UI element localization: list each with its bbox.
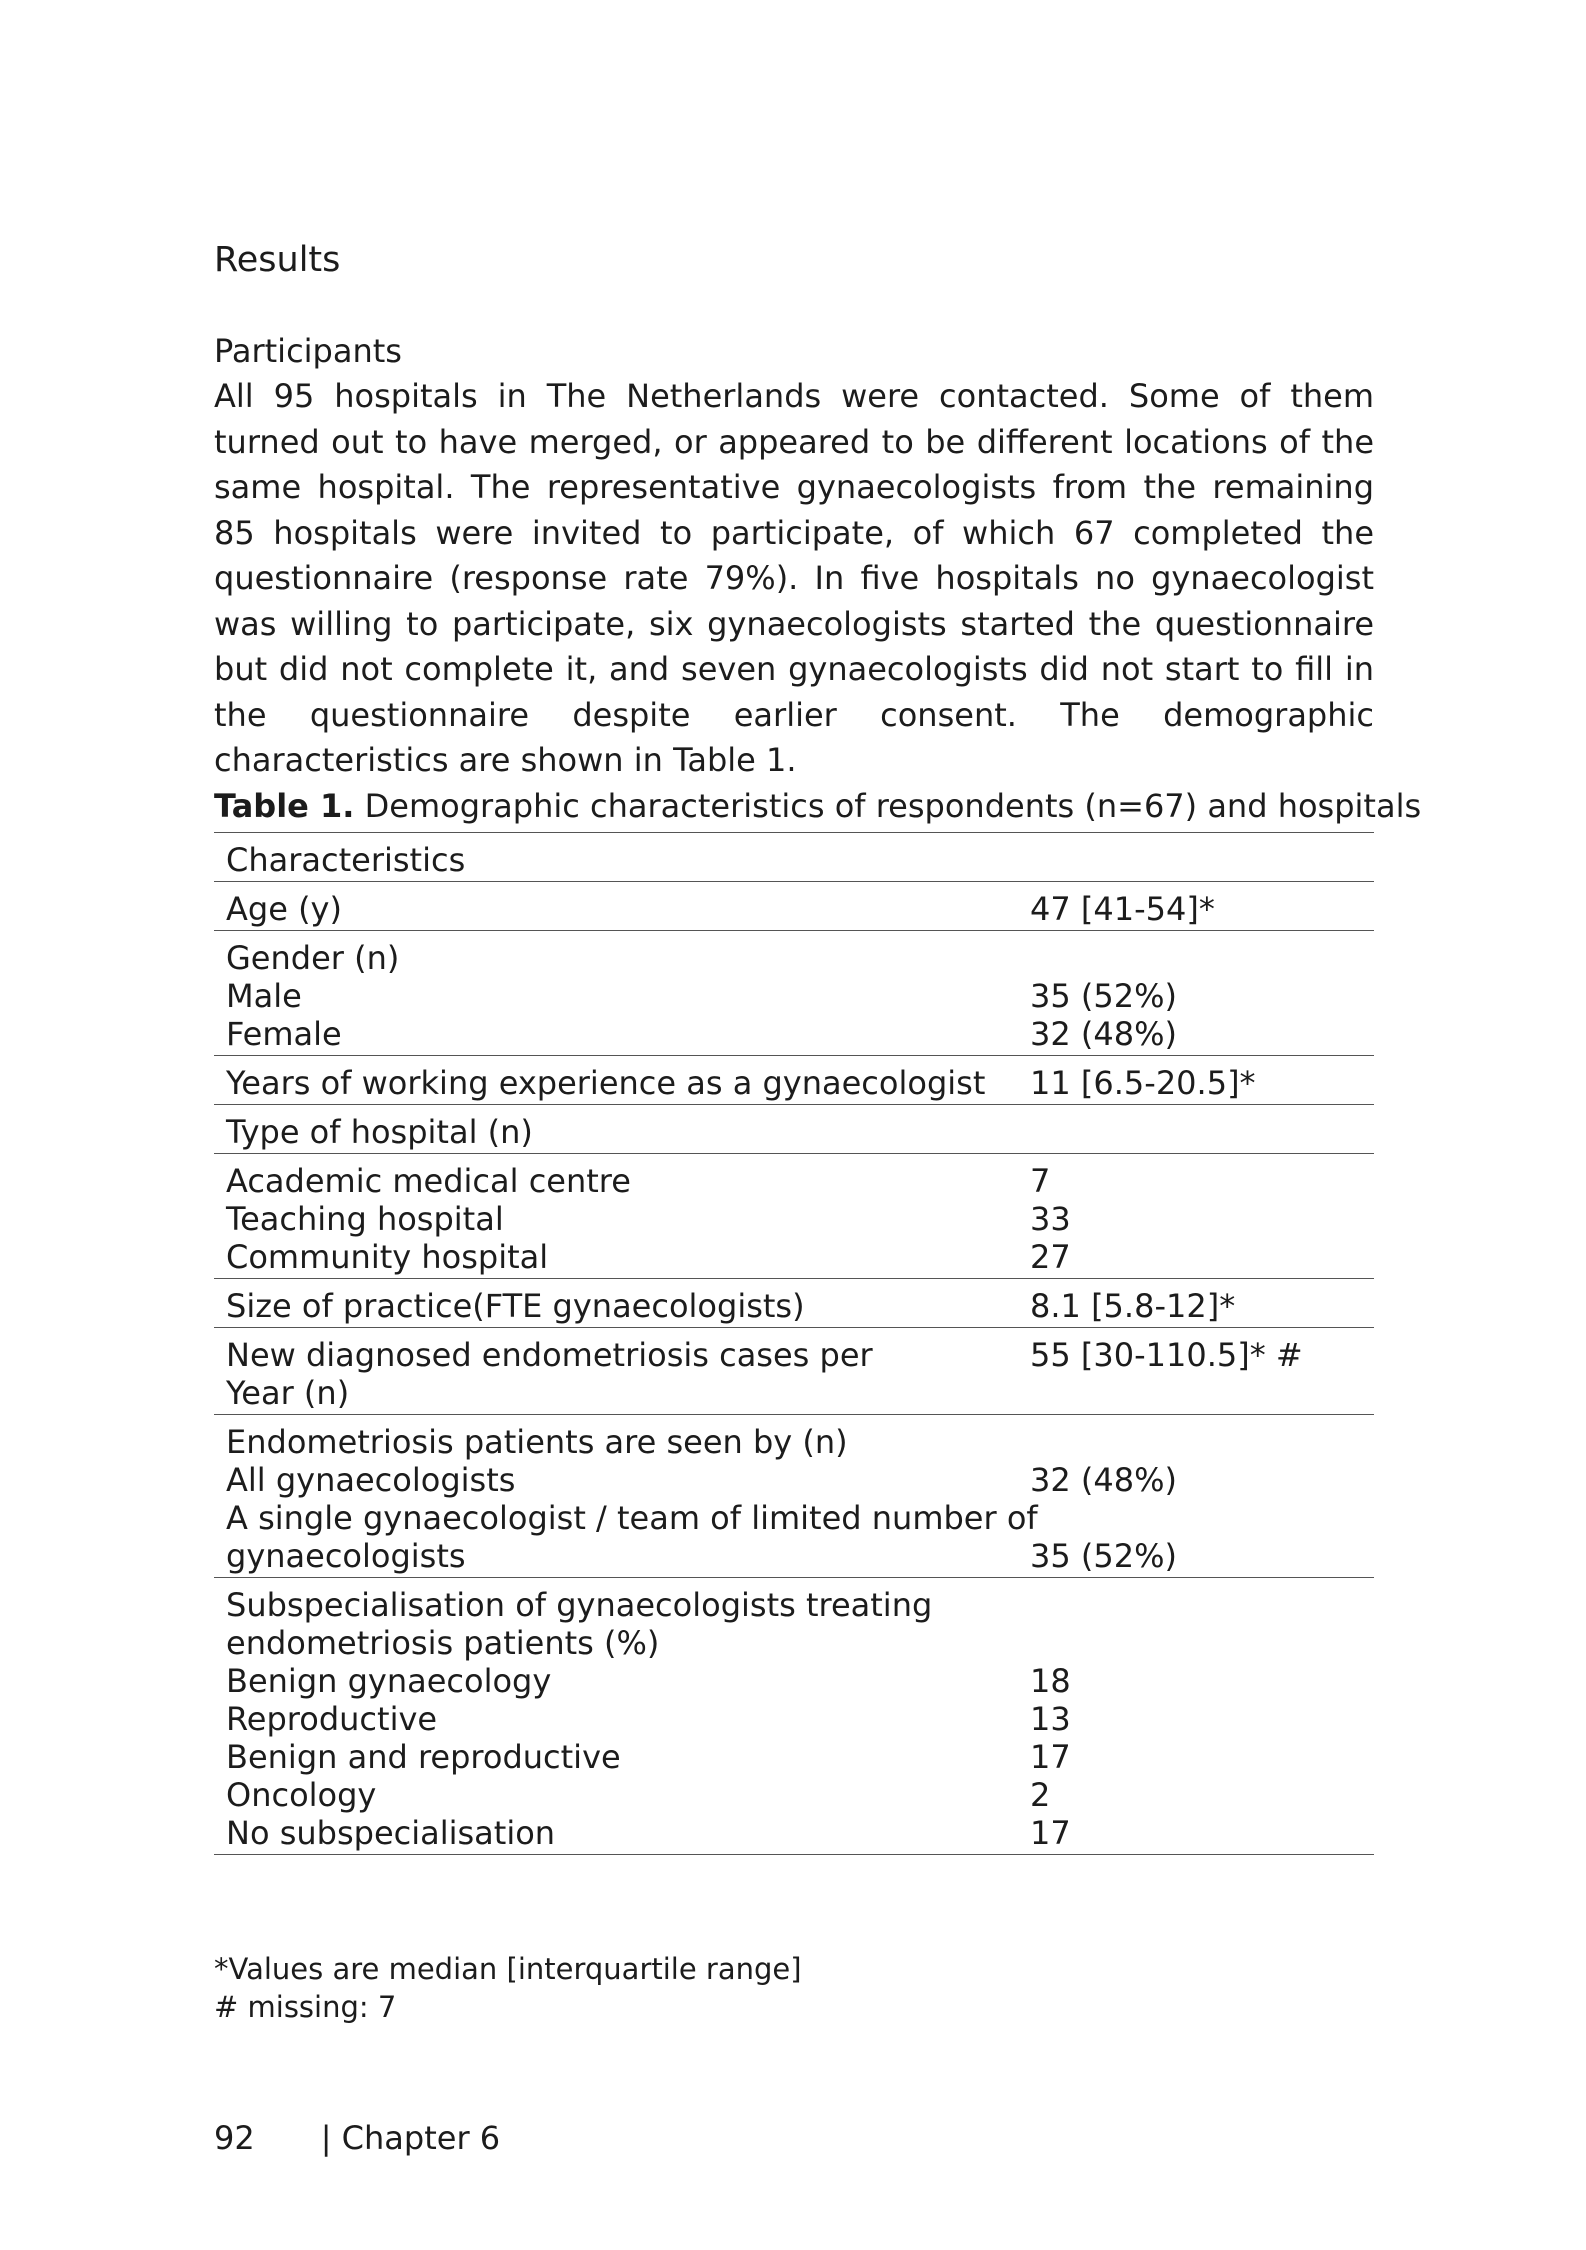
subspec-none-value: 17 xyxy=(1030,1814,1071,1852)
footnote-missing: # missing: 7 xyxy=(214,1990,397,2024)
table-row-hospital-type-header xyxy=(214,1105,1374,1154)
gender-female-value: 32 (48%) xyxy=(1030,1015,1177,1053)
table-row-subspecialisation xyxy=(214,1578,1374,1855)
subspec-reproductive-label: Reproductive xyxy=(226,1700,438,1738)
table-row-gender xyxy=(214,931,1374,1056)
subspec-reproductive-value: 13 xyxy=(1030,1700,1071,1738)
subspec-oncology-label: Oncology xyxy=(226,1776,377,1814)
subsection-title: Participants xyxy=(214,332,402,370)
seen-by-single-label-line2: gynaecologists xyxy=(226,1537,466,1575)
seen-by-single-label-line1: A single gynaecologist / team of limited number of xyxy=(226,1499,1038,1537)
gender-male-label: Male xyxy=(226,977,302,1015)
experience-label: Years of working experience as a gynaecologist xyxy=(226,1064,986,1102)
practice-size-value: 8.1 [5.8-12]* xyxy=(1030,1287,1236,1325)
chapter-label: | Chapter 6 xyxy=(320,2119,501,2157)
table-row-experience xyxy=(214,1056,1374,1105)
seen-by-label: Endometriosis patients are seen by (n) xyxy=(226,1423,848,1461)
gender-label: Gender (n) xyxy=(226,939,400,977)
new-cases-value: 55 [30-110.5]* # xyxy=(1030,1336,1303,1374)
hospital-teaching-label: Teaching hospital xyxy=(226,1200,504,1238)
subspec-benign-label: Benign gynaecology xyxy=(226,1662,552,1700)
hospital-teaching-value: 33 xyxy=(1030,1200,1071,1238)
table-row-hospital-types xyxy=(214,1154,1374,1279)
page-number: 92 xyxy=(214,2119,255,2157)
subspec-none-label: No subspecialisation xyxy=(226,1814,556,1852)
demographics-table xyxy=(214,832,1374,1855)
footnote-median: *Values are median [interquartile range] xyxy=(214,1952,802,1986)
hospital-community-label: Community hospital xyxy=(226,1238,549,1276)
subspecialisation-label-line1: Subspecialisation of gynaecologists treating xyxy=(226,1586,933,1624)
seen-by-single-value: 35 (52%) xyxy=(1030,1537,1177,1575)
experience-value: 11 [6.5-20.5]* xyxy=(1030,1064,1256,1102)
table-caption xyxy=(214,784,1421,828)
table-header: Characteristics xyxy=(226,841,466,879)
hospital-community-value: 27 xyxy=(1030,1238,1071,1276)
page-footer xyxy=(214,2116,500,2160)
table-footnotes xyxy=(214,1950,802,2026)
gender-female-label: Female xyxy=(226,1015,342,1053)
new-cases-label-line1: New diagnosed endometriosis cases per xyxy=(226,1336,873,1374)
subspec-benign-repro-value: 17 xyxy=(1030,1738,1071,1776)
seen-by-all-label: All gynaecologists xyxy=(226,1461,516,1499)
table-row-age xyxy=(214,882,1374,931)
seen-by-all-value: 32 (48%) xyxy=(1030,1461,1177,1499)
practice-size-label: Size of practice(FTE gynaecologists) xyxy=(226,1287,805,1325)
table-row-seen-by xyxy=(214,1415,1374,1578)
participants-paragraph: All 95 hospitals in The Netherlands were contacted. Some of them turned out to have merged, or appeared to be different locations of the same hospital. The representative gynaecologists from the remaining 85 hospitals were invited to participate, of which 67 completed the questionnaire (response rate 79%). In five hospitals no gynaecologist was willing to participate, six gynaecologists started the questionnaire but did not complete it, and seven gynaecologists did not start to fill in the questionnaire despite earlier consent. The demographic characteristics are shown in Table 1. xyxy=(214,377,1374,779)
table-caption-label: Table 1. xyxy=(214,787,355,825)
age-label: Age (y) xyxy=(226,890,342,928)
subspec-benign-value: 18 xyxy=(1030,1662,1071,1700)
table-header-row xyxy=(214,833,1374,882)
hospital-academic-value: 7 xyxy=(1030,1162,1051,1200)
subspec-oncology-value: 2 xyxy=(1030,1776,1051,1814)
gender-male-value: 35 (52%) xyxy=(1030,977,1177,1015)
table-row-new-cases xyxy=(214,1328,1374,1415)
hospital-academic-label: Academic medical centre xyxy=(226,1162,631,1200)
hospital-type-label: Type of hospital (n) xyxy=(226,1113,533,1151)
age-value: 47 [41-54]* xyxy=(1030,890,1215,928)
subspecialisation-label-line2: endometriosis patients (%) xyxy=(226,1624,660,1662)
table-caption-text: Demographic characteristics of respondents (n=67) and hospitals xyxy=(364,787,1422,825)
table-row-practice-size xyxy=(214,1279,1374,1328)
section-title: Results xyxy=(214,240,341,280)
subspec-benign-repro-label: Benign and reproductive xyxy=(226,1738,621,1776)
new-cases-label-line2: Year (n) xyxy=(226,1374,350,1412)
